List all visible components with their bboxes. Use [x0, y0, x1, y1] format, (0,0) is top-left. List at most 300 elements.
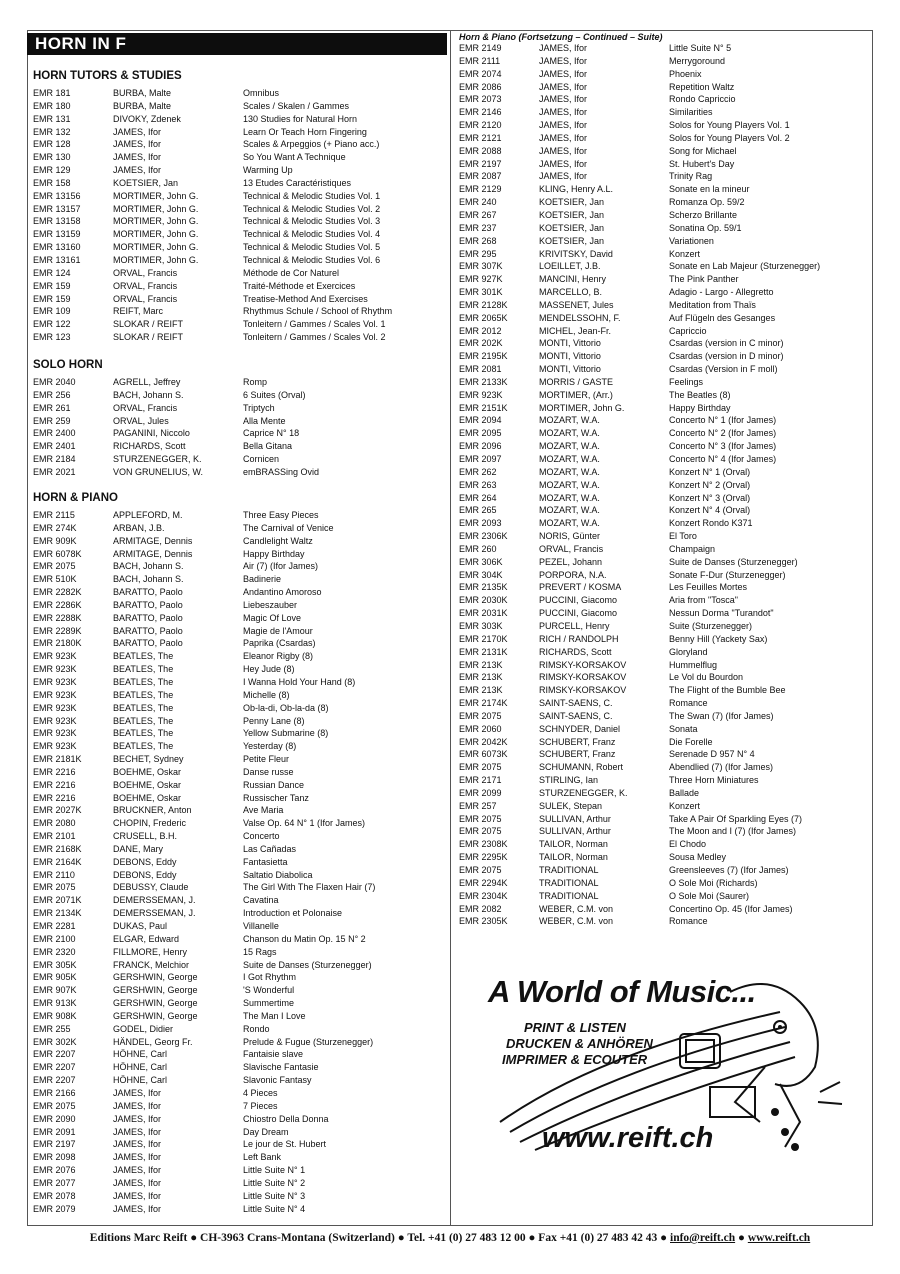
composer-name: MOZART, W.A. — [539, 428, 600, 439]
catalog-number: EMR 263 — [459, 479, 497, 490]
catalog-number: EMR 202K — [459, 338, 503, 349]
catalog-number: EMR 159 — [33, 280, 71, 291]
catalog-number: EMR 123 — [33, 332, 71, 343]
composer-name: MORTIMER, John G. — [113, 190, 199, 201]
composer-name: BEATLES, The — [113, 689, 174, 700]
list-item — [459, 594, 869, 607]
catalog-number: EMR 2075 — [33, 1100, 76, 1111]
composer-name: CRUSELL, B.H. — [113, 831, 178, 842]
composer-name: SCHUMANN, Robert — [539, 762, 624, 773]
list-item — [459, 93, 869, 106]
catalog-number: EMR 265 — [459, 505, 497, 516]
composer-name: JAMES, Ifor — [113, 1190, 162, 1201]
catalog-number: EMR 303K — [459, 620, 503, 631]
list-item — [33, 650, 443, 663]
composer-name: JAMES, Ifor — [113, 1203, 162, 1214]
catalog-number: EMR 2012 — [459, 325, 502, 336]
catalog-number: EMR 2166 — [33, 1087, 76, 1098]
list-item — [459, 903, 869, 916]
list-item — [33, 1126, 443, 1139]
catalog-number: EMR 2076 — [33, 1165, 76, 1176]
composer-name: RIMSKY-KORSAKOV — [539, 672, 627, 683]
list-item — [33, 151, 443, 164]
work-title: Scherzo Brillante — [669, 209, 738, 220]
list-item — [33, 1190, 443, 1203]
catalog-number: EMR 2146 — [459, 107, 502, 118]
work-title: Slavonic Fantasy — [243, 1075, 312, 1086]
list-item — [33, 740, 443, 753]
work-title: Sonate F-Dur (Sturzenegger) — [669, 569, 786, 580]
catalog-number: EMR 2207 — [33, 1062, 76, 1073]
catalog-number: EMR 302K — [33, 1036, 77, 1047]
catalog-number: EMR 2180K — [33, 638, 82, 649]
catalog-number: EMR 923K — [33, 651, 77, 662]
composer-name: MOZART, W.A. — [539, 479, 600, 490]
composer-name: BURBA, Malte — [113, 88, 172, 98]
composer-name: KOETSIER, Jan — [539, 222, 605, 233]
composer-name: TAILOR, Norman — [539, 839, 608, 850]
work-title: 'S Wonderful — [243, 985, 295, 996]
composer-name: RICHARDS, Scott — [113, 441, 186, 452]
composer-name: GERSHWIN, George — [113, 972, 198, 983]
catalog-number: EMR 2295K — [459, 852, 508, 863]
composer-name: JAMES, Ifor — [113, 1087, 162, 1098]
list-item — [33, 612, 443, 625]
catalog-number: EMR 2288K — [33, 612, 82, 623]
catalog-number: EMR 2207 — [33, 1075, 76, 1086]
catalog-number: EMR 2151K — [459, 402, 508, 413]
work-title: Champaign — [669, 543, 716, 554]
list-item — [459, 158, 869, 171]
work-title: Little Suite N° 1 — [243, 1165, 306, 1176]
work-title: I Wanna Hold Your Hand (8) — [243, 676, 356, 687]
work-title: Merrygoround — [669, 55, 726, 66]
catalog-number: EMR 908K — [33, 1010, 77, 1021]
work-title: Variationen — [669, 235, 714, 246]
composer-name: FRANCK, Melchior — [113, 959, 190, 970]
catalog-number: EMR 923K — [33, 689, 77, 700]
work-title: emBRASSing Ovid — [243, 466, 320, 477]
catalog-number: EMR 2075 — [459, 826, 502, 837]
work-title: Sousa Medley — [669, 852, 727, 863]
catalog-number: EMR 2168K — [33, 843, 82, 854]
work-title: Cornicen — [243, 454, 280, 465]
list-item — [459, 492, 869, 505]
composer-name: HÖHNE, Carl — [113, 1062, 168, 1073]
work-title: St. Hubert's Day — [669, 158, 735, 169]
list-item — [459, 684, 869, 697]
list-item — [33, 267, 443, 280]
work-title: Saltatio Diabolica — [243, 869, 313, 880]
list-item — [459, 556, 869, 569]
catalog-number: EMR 2149 — [459, 43, 502, 53]
work-title: Sonatina Op. 59/1 — [669, 222, 742, 233]
work-title: The Flight of the Bumble Bee — [669, 685, 786, 696]
catalog-number: EMR 128 — [33, 139, 71, 150]
list-item — [33, 830, 443, 843]
list-item — [33, 440, 443, 453]
work-title: Michelle (8) — [243, 689, 290, 700]
list-item — [459, 646, 869, 659]
list-item — [459, 235, 869, 248]
work-title: Liebeszauber — [243, 599, 298, 610]
footer-separator: ● — [735, 1232, 748, 1244]
footer-contact: Editions Marc Reift ● CH-3963 Crans-Montana (Switzerland) ● Tel. +41 (0) 27 483 12 00 ● Fax +41 (0) 27 483 42 43 ● — [89, 1232, 670, 1244]
column-divider — [450, 30, 451, 1226]
footer — [0, 1232, 900, 1244]
composer-name: MARCELLO, B. — [539, 287, 603, 298]
list-item — [459, 145, 869, 158]
catalog-number: EMR 2095 — [459, 428, 502, 439]
catalog-number: EMR 2207 — [33, 1049, 76, 1060]
composer-name: MORTIMER, John G. — [539, 402, 625, 413]
work-title: Learn Or Teach Horn Fingering — [243, 126, 367, 137]
work-title: Day Dream — [243, 1126, 289, 1137]
catalog-number: EMR 2078 — [33, 1190, 76, 1201]
work-title: The Girl With The Flaxen Hair (7) — [243, 882, 376, 893]
work-title: Triptych — [243, 402, 275, 413]
list-item — [459, 248, 869, 261]
list-item — [33, 1023, 443, 1036]
catalog-number: EMR 240 — [459, 197, 497, 208]
composer-name: PURCELL, Henry — [539, 620, 610, 631]
composer-name: PAGANINI, Niccolo — [113, 428, 190, 439]
composer-name: BRUCKNER, Anton — [113, 805, 192, 816]
list-item — [459, 106, 869, 119]
list-item — [459, 170, 869, 183]
catalog-number: EMR 2075 — [459, 813, 502, 824]
catalog-number: EMR 2129 — [459, 184, 502, 195]
composer-name: ARMITAGE, Dennis — [113, 535, 193, 546]
composer-name: ORVAL, Francis — [539, 543, 604, 554]
work-title: Abendlied (7) (Ifor James) — [669, 762, 774, 773]
list-item — [33, 280, 443, 293]
promo-block — [480, 972, 850, 1162]
catalog-number: EMR 2121 — [459, 132, 502, 143]
list-item — [33, 869, 443, 882]
catalog-number: EMR 2093 — [459, 518, 502, 529]
list-item — [33, 305, 443, 318]
work-title: Happy Birthday — [669, 402, 731, 413]
work-title: Hey Jude (8) — [243, 664, 295, 675]
list-item — [33, 535, 443, 548]
list-item — [33, 920, 443, 933]
composer-name: BECHET, Sydney — [113, 754, 184, 765]
list-item — [33, 727, 443, 740]
catalog-number: EMR 2289K — [33, 625, 82, 636]
catalog-number: EMR 2030K — [459, 595, 508, 606]
composer-name: DEBONS, Eddy — [113, 856, 177, 867]
work-title: Treatise-Method And Exercises — [243, 293, 368, 304]
list-item — [459, 620, 869, 633]
catalog-number: EMR 2088 — [459, 145, 502, 156]
composer-name: FILLMORE, Henry — [113, 946, 188, 957]
work-title: Take A Pair Of Sparkling Eyes (7) — [669, 813, 803, 824]
footer-email-link[interactable]: info@reift.ch — [670, 1232, 736, 1244]
catalog-number: EMR 213K — [459, 685, 503, 696]
catalog-number: EMR 109 — [33, 306, 71, 317]
catalog-number: EMR 2281 — [33, 921, 76, 931]
list-item — [459, 838, 869, 851]
catalog-number: EMR 131 — [33, 113, 71, 124]
promo-line-3: IMPRIMER & ECOUTER — [502, 1052, 648, 1067]
work-title: Adagio - Largo - Allegretto — [669, 287, 774, 298]
list-item — [33, 331, 443, 344]
catalog-number: EMR 2042K — [459, 736, 508, 747]
catalog-number: EMR 923K — [33, 664, 77, 675]
list-item — [33, 715, 443, 728]
list-item — [33, 415, 443, 428]
catalog-number: EMR 262 — [459, 466, 497, 477]
work-title: 7 Pieces — [243, 1100, 278, 1111]
composer-name: MANCINI, Henry — [539, 274, 607, 285]
composer-name: STURZENEGGER, K. — [539, 787, 628, 798]
catalog-number: EMR 2075 — [459, 865, 502, 875]
work-title: El Chodo — [669, 839, 707, 850]
composer-name: SLOKAR / REIFT — [113, 319, 184, 330]
catalog-number: EMR 13159 — [33, 229, 81, 240]
work-title: Air (7) (Ifor James) — [243, 561, 319, 572]
footer-web-link[interactable]: www.reift.ch — [747, 1232, 811, 1244]
work-title: Summertime — [243, 998, 295, 1009]
composer-name: MONTI, Vittorio — [539, 338, 601, 349]
work-title: So You Want A Technique — [243, 152, 346, 163]
work-title: Feelings — [669, 376, 704, 387]
work-title: Konzert — [669, 248, 701, 259]
list-item — [459, 736, 869, 749]
catalog-number: EMR 2400 — [33, 428, 76, 439]
catalog-number: EMR 2111 — [459, 55, 501, 66]
catalog-number: EMR 13161 — [33, 254, 81, 265]
list-item — [33, 1036, 443, 1049]
composer-name: JAMES, Ifor — [113, 1139, 162, 1150]
list-item — [33, 984, 443, 997]
work-title: Little Suite N° 4 — [243, 1203, 306, 1214]
catalog-number: EMR 2100 — [33, 933, 76, 944]
work-title: Candlelight Waltz — [243, 535, 313, 546]
composer-name: ARBAN, J.B. — [113, 522, 165, 533]
composer-name: ORVAL, Francis — [113, 280, 178, 291]
work-title: Cavatina — [243, 895, 279, 906]
list-item — [33, 1048, 443, 1061]
list-item — [459, 761, 869, 774]
catalog-number: EMR 2131K — [459, 646, 508, 657]
composer-name: SULEK, Stepan — [539, 800, 603, 811]
catalog-number: EMR 256 — [33, 389, 71, 400]
list-item — [33, 676, 443, 689]
composer-name: SULLIVAN, Arthur — [539, 826, 611, 837]
composer-name: DEMERSSEMAN, J. — [113, 895, 196, 906]
composer-name: BEATLES, The — [113, 728, 174, 739]
work-title: The Moon and I (7) (Ifor James) — [669, 826, 797, 837]
composer-name: ARMITAGE, Dennis — [113, 548, 193, 559]
work-title: Villanelle — [243, 921, 279, 931]
list-item — [33, 522, 443, 535]
list-item — [459, 350, 869, 363]
catalog-number: EMR 259 — [33, 415, 71, 426]
composer-name: HÖHNE, Carl — [113, 1075, 168, 1086]
catalog-number: EMR 2320 — [33, 946, 76, 957]
composer-name: PREVERT / KOSMA — [539, 582, 622, 593]
catalog-number: EMR 2294K — [459, 877, 508, 888]
list-item — [33, 254, 443, 267]
work-title: Introduction et Polonaise — [243, 908, 343, 919]
composer-name: JAMES, Ifor — [539, 132, 588, 143]
catalog-number: EMR 6073K — [459, 749, 508, 760]
section-title-solo: SOLO HORN — [33, 359, 103, 371]
catalog-number: EMR 2040 — [33, 377, 76, 387]
list-item — [33, 560, 443, 573]
work-title: Technical & Melodic Studies Vol. 1 — [243, 190, 381, 201]
section-title-piano: HORN & PIANO — [33, 492, 118, 504]
composer-name: MONTI, Vittorio — [539, 351, 601, 362]
work-title: Romance — [669, 698, 708, 709]
list-item — [459, 440, 869, 453]
composer-name: BACH, Johann S. — [113, 561, 184, 572]
composer-name: MORTIMER, John G. — [113, 203, 199, 214]
catalog-number: EMR 2027K — [33, 805, 82, 816]
catalog-number: EMR 2086 — [459, 81, 502, 92]
list-item — [459, 607, 869, 620]
composer-name: STIRLING, Ian — [539, 775, 599, 786]
composer-name: SAINT-SAENS, C. — [539, 698, 613, 709]
work-title: Tonleitern / Gammes / Scales Vol. 1 — [243, 319, 386, 330]
work-title: Konzert N° 3 (Orval) — [669, 492, 751, 503]
work-title: Le Vol du Bourdon — [669, 672, 744, 683]
work-title: Penny Lane (8) — [243, 715, 305, 726]
list-item — [33, 376, 443, 389]
catalog-number: EMR 2081 — [459, 364, 502, 375]
catalog-number: EMR 2075 — [33, 882, 76, 893]
list-item — [459, 864, 869, 877]
list-item — [33, 753, 443, 766]
catalog-number: EMR 2216 — [33, 792, 76, 803]
work-title: Prelude & Fugue (Sturzenegger) — [243, 1036, 374, 1047]
catalog-number: EMR 2195K — [459, 351, 508, 362]
catalog-number: EMR 158 — [33, 177, 71, 188]
work-title: Paprika (Csardas) — [243, 638, 316, 649]
composer-name: BEATLES, The — [113, 741, 174, 752]
composer-name: APPLEFORD, M. — [113, 510, 183, 520]
list-item — [33, 792, 443, 805]
list-item — [459, 813, 869, 826]
list-item — [459, 453, 869, 466]
work-title: Eleanor Rigby (8) — [243, 651, 314, 662]
list-item — [459, 209, 869, 222]
catalog-number: EMR 301K — [459, 287, 503, 298]
composer-name: MORTIMER, John G. — [113, 254, 199, 265]
list-item — [33, 1164, 443, 1177]
promo-url: www.reift.ch — [542, 1122, 714, 1154]
work-title: I Got Rhythm — [243, 972, 297, 983]
work-title: Rondo — [243, 1023, 270, 1034]
catalog-number: EMR 2181K — [33, 754, 82, 765]
composer-name: DANE, Mary — [113, 843, 164, 854]
work-title: Yellow Submarine (8) — [243, 728, 329, 739]
work-title: Ave Maria — [243, 805, 284, 816]
catalog-number: EMR 2216 — [33, 779, 76, 790]
composer-name: HÖHNE, Carl — [113, 1049, 168, 1060]
work-title: Trinity Rag — [669, 171, 713, 182]
catalog-number: EMR 2135K — [459, 582, 508, 593]
catalog-number: EMR 237 — [459, 222, 497, 233]
catalog-number: EMR 2099 — [459, 787, 502, 798]
composer-name: BEATLES, The — [113, 702, 174, 713]
composer-name: KLING, Henry A.L. — [539, 184, 614, 195]
list-item — [33, 1113, 443, 1126]
list-item — [33, 138, 443, 151]
section-title-continued: Horn & Piano (Fortsetzung – Continued – Suite) — [459, 32, 663, 42]
catalog-number: EMR 132 — [33, 126, 71, 137]
work-title: Serenade D 957 N° 4 — [669, 749, 755, 760]
catalog-number: EMR 2170K — [459, 633, 508, 644]
work-title: Solos for Young Players Vol. 1 — [669, 120, 790, 131]
work-title: Nessun Dorma "Turandot" — [669, 608, 774, 619]
composer-name: JAMES, Ifor — [113, 1177, 162, 1188]
catalog-number: EMR 180 — [33, 100, 71, 111]
catalog-number: EMR 304K — [459, 569, 503, 580]
list-item — [459, 183, 869, 196]
work-title: Rhythmus Schule / School of Rhythm — [243, 306, 393, 317]
catalog-number: EMR 2075 — [459, 710, 502, 721]
list-item — [459, 890, 869, 903]
list-item — [33, 1010, 443, 1023]
work-title: 4 Pieces — [243, 1087, 278, 1098]
composer-name: SAINT-SAENS, C. — [539, 710, 613, 721]
catalog-number: EMR 2174K — [459, 698, 508, 709]
list-item — [459, 633, 869, 646]
work-title: Alla Mente — [243, 415, 286, 426]
composer-name: DUKAS, Paul — [113, 921, 168, 931]
list-item — [459, 196, 869, 209]
composer-name: MORTIMER, John G. — [113, 229, 199, 240]
work-title: Bella Gitana — [243, 441, 293, 452]
work-title: Capriccio — [669, 325, 707, 336]
work-title: The Pink Panther — [669, 274, 739, 285]
composer-name: JAMES, Ifor — [539, 120, 588, 131]
list-item — [33, 389, 443, 402]
catalog-number: EMR 181 — [33, 88, 71, 98]
work-title: Scales & Arpeggios (+ Piano acc.) — [243, 139, 380, 150]
composer-name: SULLIVAN, Arthur — [539, 813, 611, 824]
promo-line-1: PRINT & LISTEN — [524, 1020, 626, 1035]
work-title: Suite de Danses (Sturzenegger) — [243, 959, 372, 970]
composer-name: SCHUBERT, Franz — [539, 736, 616, 747]
work-title: Hummelflug — [669, 659, 718, 670]
work-title: O Sole Moi (Saurer) — [669, 890, 750, 901]
composer-name: SCHUBERT, Franz — [539, 749, 616, 760]
composer-name: HÄNDEL, Georg Fr. — [113, 1036, 193, 1047]
catalog-number: EMR 2077 — [33, 1177, 76, 1188]
list-item — [459, 748, 869, 761]
composer-name: JAMES, Ifor — [113, 1165, 162, 1176]
composer-name: KOETSIER, Jan — [539, 235, 605, 246]
work-title: Concertino Op. 45 (Ifor James) — [669, 903, 793, 914]
list-item — [33, 843, 443, 856]
composer-name: DEMERSSEMAN, J. — [113, 908, 196, 919]
work-title: Left Bank — [243, 1152, 282, 1163]
list-item — [33, 997, 443, 1010]
catalog-number: EMR 267 — [459, 209, 497, 220]
composer-name: JAMES, Ifor — [539, 107, 588, 118]
composer-name: ELGAR, Edward — [113, 933, 180, 944]
work-title: Magie de l'Amour — [243, 625, 313, 636]
work-title: Konzert — [669, 800, 701, 811]
work-title: Repetition Waltz — [669, 81, 735, 92]
work-title: Romanza Op. 59/2 — [669, 197, 745, 208]
catalog-number: EMR 255 — [33, 1023, 71, 1034]
composer-name: MOZART, W.A. — [539, 466, 600, 477]
